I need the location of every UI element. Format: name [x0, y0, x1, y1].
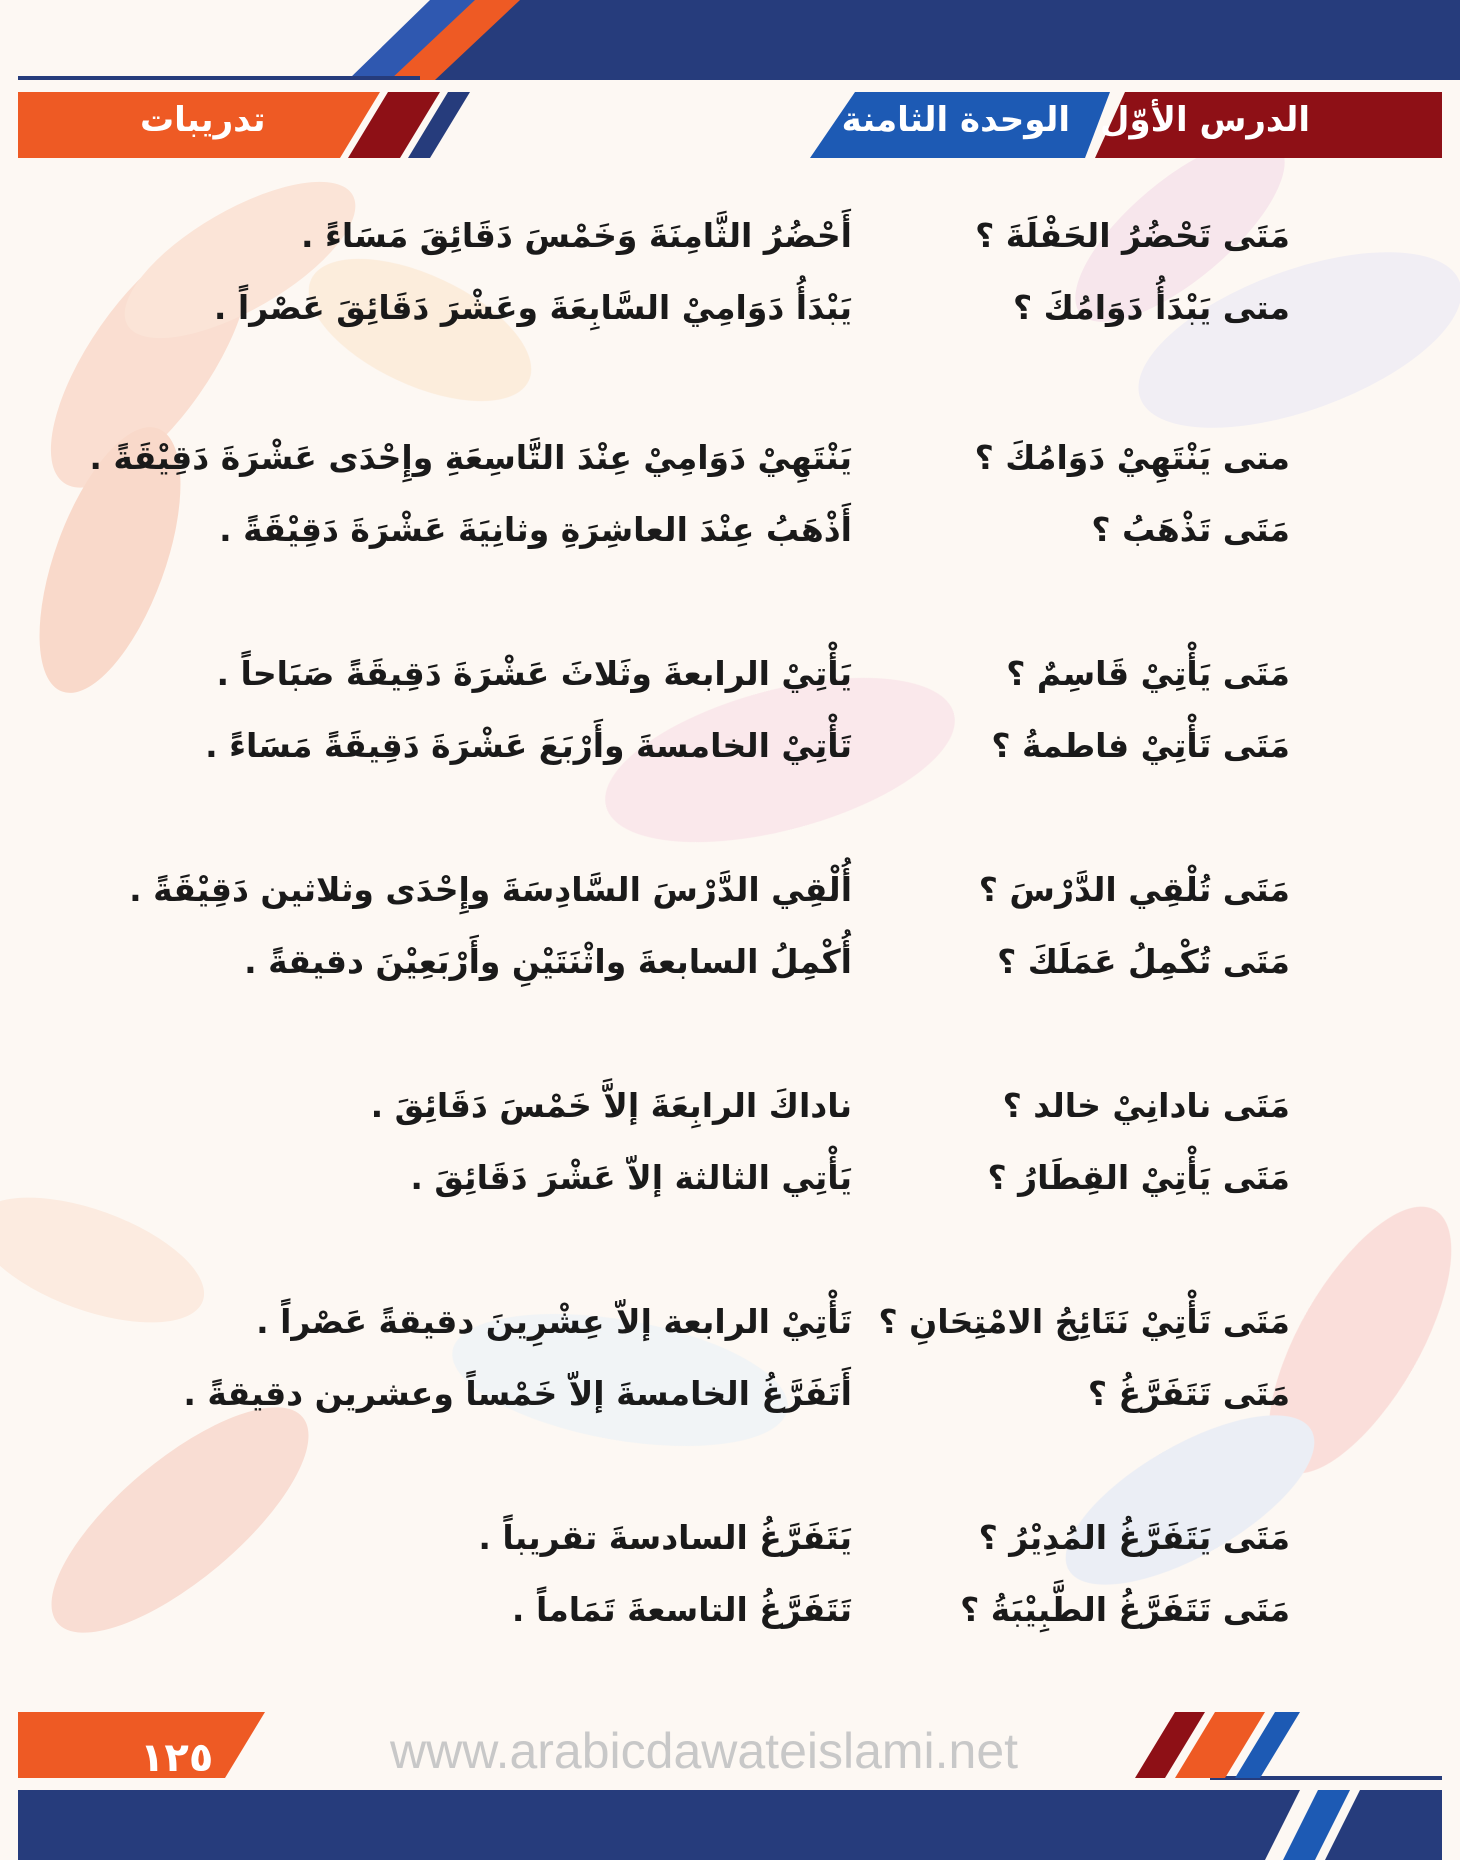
question-text: مَتَى تَذْهَبُ ؟: [1091, 510, 1290, 549]
answer-text: يَبْدَأُ دَوَامِيْ السَّابِعَةَ وعَشْرَ دَقَائِقَ عَصْراً .: [213, 288, 852, 327]
exercise-row: [0, 934, 1460, 994]
answer-text: أَحْضُرُ الثَّامِنَةَ وَخَمْسَ دَقَائِقَ مَسَاءً .: [300, 216, 852, 255]
section-title: تدريبات: [140, 100, 266, 140]
question-text: مَتَى تَتَفَرَّغُ الطَّبِيْبَةُ ؟: [960, 1590, 1290, 1629]
answer-text: أُكْمِلُ السابعةَ واثْنَتَيْنِ وأَرْبَعِيْنَ دقيقةً .: [244, 942, 852, 981]
exercise-row: [0, 208, 1460, 268]
exercise-row: [0, 280, 1460, 340]
exercise-row: [0, 1294, 1460, 1354]
answer-text: أُلْقِي الدَّرْسَ السَّادِسَةَ وإِحْدَى وثلاثين دَقِيْقَةً .: [129, 870, 852, 909]
answer-text: يَأْتِي الثالثة إلاّ عَشْرَ دَقَائِقَ .: [410, 1158, 852, 1197]
website-url: www.arabicdawateislami.net: [390, 1723, 1019, 1779]
answer-text: ناداكَ الرابِعَةَ إلاَّ خَمْسَ دَقَائِقَ .: [370, 1086, 852, 1125]
unit-title: الوحدة الثامنة: [841, 100, 1070, 140]
exercise-row: [0, 862, 1460, 922]
answer-text: تَأْتِيْ الرابعة إلاّ عِشْرِينَ دقيقةً عَصْراً .: [256, 1302, 852, 1341]
exercise-row: [0, 718, 1460, 778]
answer-text: يَتَفَرَّغُ السادسةَ تقريباً .: [478, 1518, 852, 1557]
lesson-title: الدرس الأوّل: [1100, 100, 1310, 140]
question-text: مَتَى يَأْتِيْ القِطَارُ ؟: [987, 1158, 1290, 1197]
exercise-row: [0, 1150, 1460, 1210]
question-text: مَتَى يَتَفَرَّغُ المُدِيْرُ ؟: [978, 1518, 1290, 1557]
question-text: متى يَبْدَأُ دَوَامُكَ ؟: [1012, 288, 1290, 327]
answer-text: أَذْهَبُ عِنْدَ العاشِرَةِ وثانِيَةَ عَشْرَةَ دَقِيْقَةً .: [219, 510, 852, 549]
question-text: مَتَى يَأْتِيْ قَاسِمٌ ؟: [1006, 654, 1290, 693]
exercise-row: [0, 646, 1460, 706]
question-text: متى يَنْتَهِيْ دَوَامُكَ ؟: [974, 438, 1290, 477]
exercise-row: [0, 1366, 1460, 1426]
page-number: ١٢٥: [140, 1735, 214, 1781]
question-text: مَتَى تَتَفَرَّغُ ؟: [1087, 1374, 1290, 1413]
question-text: مَتَى تَحْضُرُ الحَفْلَةَ ؟: [975, 216, 1290, 255]
answer-text: يَنْتَهِيْ دَوَامِيْ عِنْدَ التَّاسِعَةِ وإِحْدَى عَشْرَةَ دَقِيْقَةً .: [89, 438, 852, 477]
question-text: مَتَى نادانِيْ خالد ؟: [1002, 1086, 1290, 1125]
exercise-row: [0, 430, 1460, 490]
answer-text: أَتَفَرَّغُ الخامسةَ إلاّ خَمْساً وعشرين دقيقةً .: [183, 1374, 852, 1413]
answer-text: تَأْتِيْ الخامسةَ وأَرْبَعَ عَشْرَةَ دَقِيقَةً مَسَاءً .: [205, 726, 852, 765]
exercise-row: [0, 1078, 1460, 1138]
answer-text: يَأْتِيْ الرابعةَ وثَلاثَ عَشْرَةَ دَقِيقَةً صَبَاحاً .: [216, 654, 852, 693]
question-text: مَتَى تَأْتِيْ فاطمةُ ؟: [991, 726, 1290, 765]
exercise-row: [0, 502, 1460, 562]
question-text: مَتَى تُلْقِي الدَّرْسَ ؟: [978, 870, 1290, 909]
question-text: مَتَى تُكْمِلُ عَمَلَكَ ؟: [997, 942, 1290, 981]
answer-text: تَتَفَرَّغُ التاسعةَ تَمَاماً .: [511, 1590, 852, 1629]
exercise-row: [0, 1510, 1460, 1570]
question-text: مَتَى تَأْتِيْ نَتَائِجُ الامْتِحَانِ ؟: [878, 1302, 1290, 1341]
exercise-row: [0, 1582, 1460, 1642]
